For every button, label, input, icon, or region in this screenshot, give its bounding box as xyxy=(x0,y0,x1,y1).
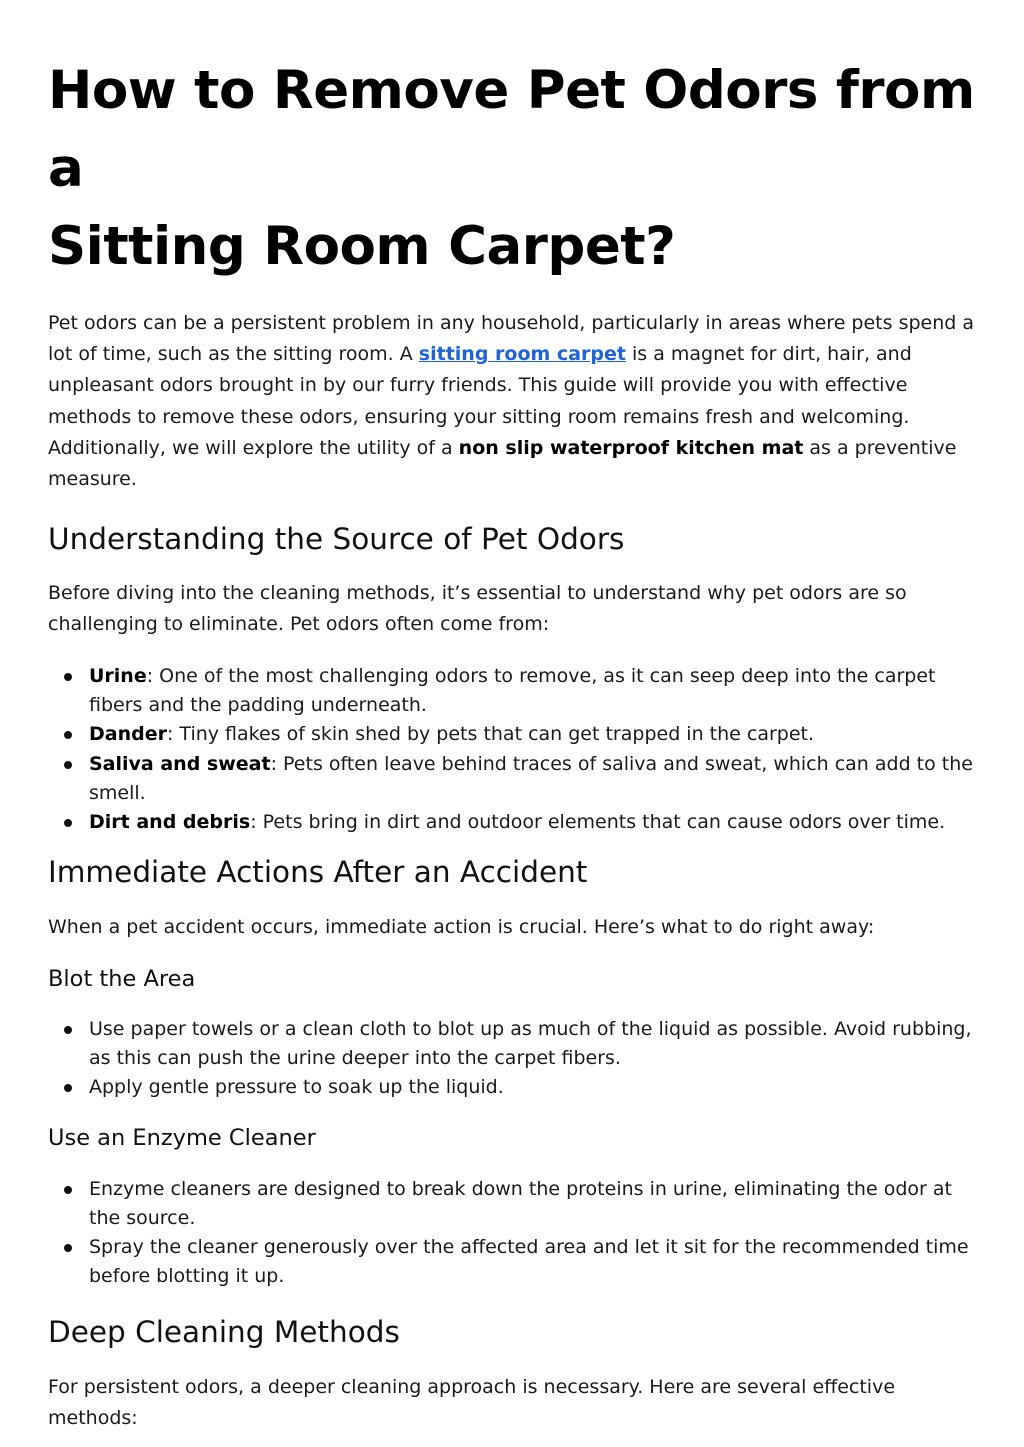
blot-steps-list xyxy=(48,1015,976,1103)
heading-immediate-actions: Immediate Actions After an Accident xyxy=(48,855,588,890)
list-item-desc: : Tiny flakes of skin shed by pets that can get trapped in the carpet. xyxy=(166,723,815,746)
bullet-icon xyxy=(64,1244,72,1252)
list-item-term: Saliva and sweat xyxy=(89,752,271,775)
list-item xyxy=(48,1015,976,1074)
understanding-paragraph: Before diving into the cleaning methods, it’s essential to understand why pet odors are so challenging to eliminate. Pet odors often come from: xyxy=(48,582,907,636)
sitting-room-carpet-link[interactable]: sitting room carpet xyxy=(418,343,626,366)
intro-text-2: is a magnet for dirt, hair, and unpleasant odors brought in by our furry friends. This guide will provide you with effective methods to remove these odors, ensuring your sitting room remains fresh and welcoming. Additionally, we will explore the utility of a xyxy=(48,343,912,459)
list-item-desc: : One of the most challenging odors to remove, as it can seep deep into the carpet fibers and the padding underneath. xyxy=(89,664,936,716)
list-item-desc: : Pets often leave behind traces of saliva and sweat, which can add to the smell. xyxy=(89,752,973,804)
heading-enzyme-cleaner: Use an Enzyme Cleaner xyxy=(48,1124,316,1151)
bullet-icon xyxy=(64,731,72,739)
list-item-text: Enzyme cleaners are designed to break down the proteins in urine, eliminating the odor at the source. xyxy=(89,1177,952,1229)
bullet-icon xyxy=(64,819,72,827)
list-item-term: Dirt and debris xyxy=(89,811,251,834)
list-item xyxy=(48,808,976,837)
heading-blot-area: Blot the Area xyxy=(48,965,196,992)
bullet-icon xyxy=(64,673,72,681)
list-item-term: Urine xyxy=(89,664,147,687)
list-item-desc: : Pets bring in dirt and outdoor elements that can cause odors over time. xyxy=(250,811,946,834)
bullet-icon xyxy=(64,761,72,769)
list-item xyxy=(48,1073,976,1102)
list-item-term: Dander xyxy=(89,723,167,746)
page-title xyxy=(48,0,976,286)
intro-text-3: as a preventive measure. xyxy=(48,436,957,491)
intro-bold-kitchen-mat: non slip waterproof kitchen mat xyxy=(458,436,804,459)
heading-understanding: Understanding the Source of Pet Odors xyxy=(48,522,625,557)
title-line-1: How to Remove Pet Odors from a xyxy=(48,60,975,199)
deep-cleaning-paragraph: For persistent odors, a deeper cleaning approach is necessary. Here are several effective methods: xyxy=(48,1375,896,1429)
list-item xyxy=(48,662,976,721)
list-item xyxy=(48,1175,976,1234)
bullet-icon xyxy=(64,1186,72,1194)
list-item xyxy=(48,750,976,809)
list-item xyxy=(48,1233,976,1292)
enzyme-steps-list xyxy=(48,1175,976,1292)
odor-sources-list xyxy=(48,662,976,838)
bullet-icon xyxy=(64,1026,72,1034)
intro-text-1: Pet odors can be a persistent problem in any household, particularly in areas where pets spend a lot of time, such as the sitting room. A xyxy=(48,312,974,366)
immediate-paragraph: When a pet accident occurs, immediate action is crucial. Here’s what to do right away: xyxy=(48,916,875,939)
bullet-icon xyxy=(64,1084,72,1092)
heading-deep-cleaning: Deep Cleaning Methods xyxy=(48,1314,400,1349)
list-item-text: Apply gentle pressure to soak up the liquid. xyxy=(89,1076,504,1099)
title-line-2: Sitting Room Carpet? xyxy=(48,216,676,277)
intro-paragraph xyxy=(48,308,976,495)
list-item-text: Use paper towels or a clean cloth to blot up as much of the liquid as possible. Avoid rubbing, as this can push the urine deeper into the carpet fibers. xyxy=(89,1017,972,1069)
list-item xyxy=(48,720,976,749)
list-item-text: Spray the cleaner generously over the affected area and let it sit for the recommended time before blotting it up. xyxy=(89,1236,969,1288)
